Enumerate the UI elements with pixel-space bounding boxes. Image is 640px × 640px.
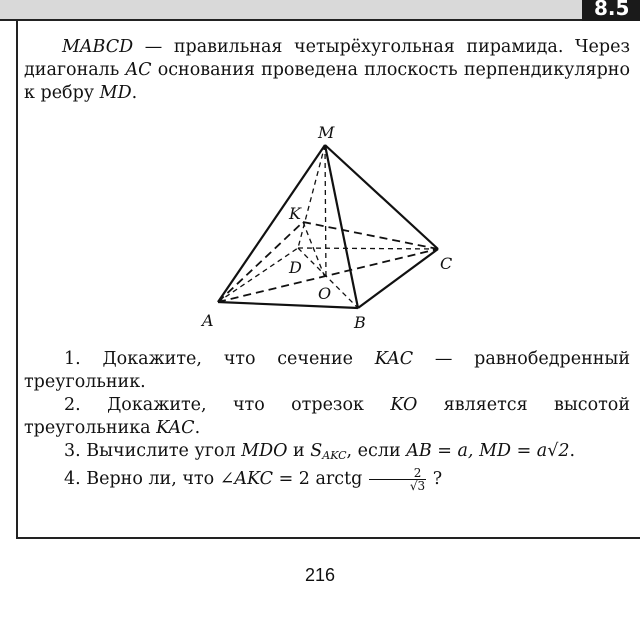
label-o: O [318, 284, 332, 303]
page-number: 216 [304, 565, 336, 585]
label-a: A [202, 311, 214, 330]
task-3-end: . [569, 441, 576, 461]
task-4-text: 4. Верно ли, что ∠ [64, 469, 235, 489]
task-2-rest: является высотой треугольника [24, 395, 631, 438]
var-ko: KO [390, 395, 418, 415]
problem-number-badge: 8.5 [582, 0, 640, 21]
fraction [369, 467, 426, 492]
task-4-eq: = 2 arctg [273, 469, 368, 489]
task-1-rest: — равнобедренный треугольник. [24, 349, 630, 392]
fraction-numerator: 2 [369, 467, 426, 480]
edge-ab [218, 302, 358, 308]
segment-ko-hidden [303, 222, 326, 280]
var-pyramid: MABCD [62, 37, 134, 57]
problem-statement [24, 36, 630, 105]
fraction-denominator: √3 [409, 479, 426, 493]
task-1-text: 1. Докажите, что сечение [64, 349, 375, 369]
height-mo-hidden [325, 145, 326, 280]
task-2-end: . [194, 418, 201, 438]
task-1 [24, 348, 630, 394]
var-kac-2: KAC [156, 418, 195, 438]
task-3-text: 3. Вычислите угол [64, 441, 242, 461]
pyramid-figure [190, 118, 470, 338]
label-k: K [289, 204, 301, 223]
edge-ad-hidden [218, 248, 298, 302]
var-ab: AB [406, 441, 432, 461]
label-m: M [318, 123, 335, 142]
var-mdo: MDO [241, 441, 288, 461]
label-c: C [440, 254, 453, 273]
task-3-if: , если [346, 441, 407, 461]
intro-text-1: — правильная четырёхугольная пирамида. Через диагональ [24, 37, 630, 80]
task-3-and: и [287, 441, 311, 461]
task-2-text: 2. Докажите, что отрезок [64, 395, 391, 415]
task-3 [24, 440, 630, 467]
intro-text-2: основания проведена плоскость перпендикулярно к ребру [24, 60, 630, 103]
var-akc: AKC [234, 469, 274, 489]
eq-a: = a, [431, 441, 474, 461]
var-md: MD [99, 83, 132, 103]
label-b: B [354, 313, 366, 332]
task-2 [24, 394, 630, 440]
eq-a-sqrt2: = a√2 [511, 441, 570, 461]
var-ac: AC [125, 60, 152, 80]
subscript-akc: AKC [322, 449, 347, 462]
task-4 [24, 467, 630, 492]
edge-md-hidden [298, 145, 325, 248]
task-list [24, 348, 630, 492]
segment-kc [303, 222, 438, 249]
edge-dc-hidden [298, 248, 438, 249]
task-4-end: ? [427, 469, 443, 489]
header-bar [0, 0, 640, 21]
intro-text-3: . [131, 83, 138, 103]
label-d: D [289, 258, 302, 277]
var-kac: KAC [374, 349, 414, 369]
var-s: S [310, 441, 323, 461]
var-md-2: MD [479, 441, 512, 461]
